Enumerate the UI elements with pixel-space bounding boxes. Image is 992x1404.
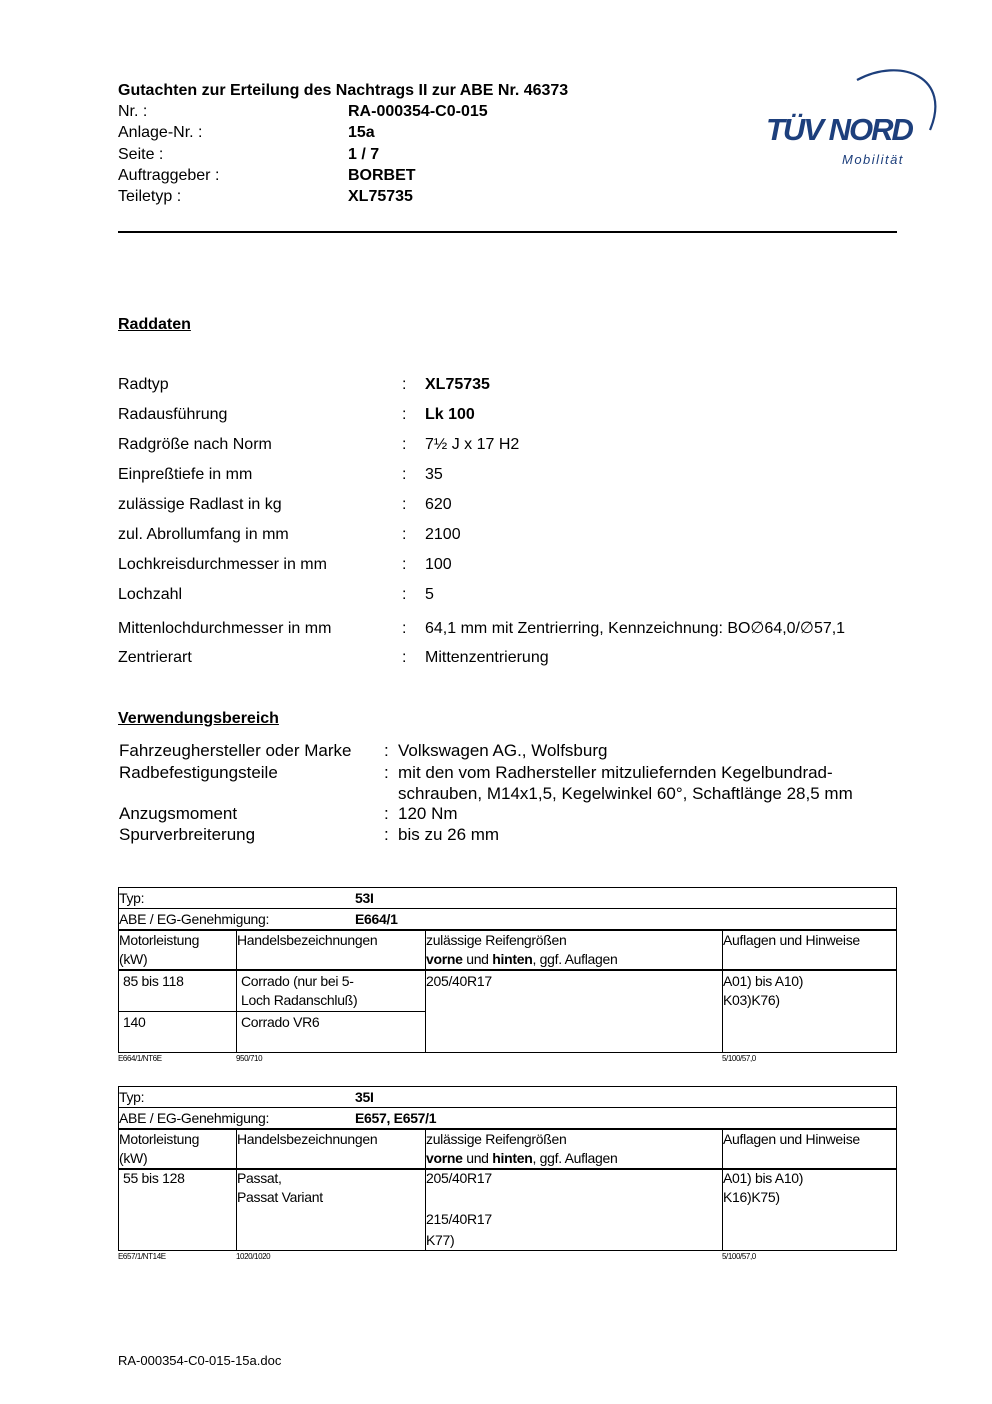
col-header-reifengroessen: zulässige Reifengrößen [426,932,567,948]
verwendung-row [119,824,499,845]
tuev-nord-logo [762,58,942,173]
colon: : [402,649,407,666]
raddaten-row [118,649,549,667]
colon: : [402,586,407,603]
abe-label: ABE / EG-Genehmigung: [119,911,270,927]
colon: : [402,496,407,513]
verwendung-row [119,762,833,783]
raddaten-row [118,436,519,454]
header-row-teiletyp [118,188,413,206]
raddaten-label: Radtyp [118,376,169,393]
verwendung-label: Anzugsmoment [119,804,238,823]
raddaten-row [118,496,452,514]
cell-kw: 55 bis 128 [123,1170,185,1186]
cell-note: K03)K76) [723,992,780,1008]
cell-name: Corrado (nur bei 5- [241,973,354,989]
abe-value: E664/1 [355,911,398,927]
verwendung-value: Volkswagen AG., Wolfsburg [398,741,608,760]
header-value: XL75735 [348,188,413,205]
raddaten-row [118,466,443,484]
raddaten-label: Radausführung [118,406,228,423]
typ-label: Typ: [119,890,145,906]
col-header-reifen-sub [426,950,618,969]
header-row-nr [118,103,488,121]
raddaten-label: Radgröße nach Norm [118,436,272,453]
verwendung-value: 120 Nm [398,804,458,823]
raddaten-label: Zentrierart [118,649,192,666]
raddaten-value: 35 [425,466,443,483]
raddaten-row [118,618,845,638]
verwendung-label: Fahrzeughersteller oder Marke [119,741,352,760]
document-title: Gutachten zur Erteilung des Nachtrags II zur ABE Nr. 46373 [118,82,569,99]
raddaten-value: 100 [425,556,452,573]
text-und: und [462,1150,493,1166]
raddaten-value: 64,1 mm mit Zentrierring, Kennzeichnung: BO∅64,0/∅57,1 [425,620,846,637]
table-footer-code: E657/1/NT14E [118,1252,166,1261]
raddaten-label: Einpreßtiefe in mm [118,466,253,483]
colon: : [402,436,407,453]
header-label: Teiletyp : [118,188,182,205]
header-label: Anlage-Nr. : [118,124,203,141]
bold-vorne: vorne [426,951,463,967]
header-divider [118,231,897,233]
header-value: 15a [348,124,375,141]
col-header-auflagen: Auflagen und Hinweise [723,1131,860,1147]
raddaten-row [118,406,475,424]
raddaten-row [118,526,461,544]
header-label: Seite : [118,146,164,163]
col-header-reifen-sub [426,1149,618,1168]
table-footer-code: 5/100/57,0 [722,1252,756,1261]
vehicle-table-53i [118,887,897,1053]
col-header-auflagen: Auflagen und Hinweise [723,932,860,948]
cell-note: A01) bis A10) [723,1170,804,1186]
raddaten-row [118,556,452,574]
raddaten-label: Lochzahl [118,586,183,603]
typ-value: 53I [355,890,374,906]
raddaten-value: 5 [425,586,434,603]
table-footer-code: 5/100/57,0 [722,1054,756,1063]
text-und: und [462,951,493,967]
raddaten-value: 620 [425,496,452,513]
logo-brand-text: TÜV NORD [766,112,912,147]
header-row-auftraggeber [118,167,416,185]
abe-value: E657, E657/1 [355,1110,437,1126]
verwendung-label: Spurverbreiterung [119,825,256,844]
logo-sub-text: Mobilität [842,152,904,167]
typ-label: Typ: [119,1089,145,1105]
typ-value: 35I [355,1089,374,1105]
col-header-handelsbezeichnungen: Handelsbezeichnungen [237,1131,378,1147]
cell-name: Loch Radanschluß) [241,992,358,1008]
colon: : [384,741,389,760]
colon: : [402,406,407,423]
col-header-motorleistung: Motorleistung [119,932,200,948]
cell-note: K16)K75) [723,1189,780,1205]
verwendung-label: Radbefestigungsteile [119,763,278,782]
bold-hinten: hinten [492,951,533,967]
header-row-seite [118,146,379,164]
raddaten-row [118,376,490,394]
col-header-kw: (kW) [119,1150,148,1166]
document-filename: RA-000354-C0-015-15a.doc [118,1353,282,1368]
colon: : [402,466,407,483]
table-footer-code: 1020/1020 [236,1252,271,1261]
colon: : [384,825,389,844]
colon: : [402,376,407,393]
col-header-reifengroessen: zulässige Reifengrößen [426,1131,567,1147]
raddaten-row [118,586,434,604]
raddaten-value: 2100 [425,526,461,543]
cell-note: A01) bis A10) [723,973,804,989]
verwendung-value-continued: schrauben, M14x1,5, Kegelwinkel 60°, Schaftlänge 28,5 mm [398,784,853,803]
vehicle-table-35i [118,1086,897,1251]
table-footer-code: 950/710 [236,1054,263,1063]
header-label: Auftraggeber : [118,167,220,184]
cell-tire: 205/40R17 [426,1170,492,1186]
colon: : [384,804,389,823]
raddaten-label: zul. Abrollumfang in mm [118,526,289,543]
header-value: RA-000354-C0-015 [348,103,488,120]
colon: : [402,620,407,637]
table-rule [119,1107,896,1108]
table-footer-code: E664/1/NT6E [118,1054,162,1063]
verwendung-row [119,740,607,761]
col-header-motorleistung: Motorleistung [119,1131,200,1147]
bold-vorne: vorne [426,1150,463,1166]
raddaten-value: Mittenzentrierung [425,649,549,666]
text-auflagen: , ggf. Auflagen [532,1150,618,1166]
raddaten-label: zulässige Radlast in kg [118,496,282,513]
verwendung-heading: Verwendungsbereich [118,710,279,727]
col-header-handelsbezeichnungen: Handelsbezeichnungen [237,932,378,948]
raddaten-value: 7½ J x 17 H2 [425,436,520,453]
table-rule [119,1011,425,1012]
verwendung-value: bis zu 26 mm [398,825,500,844]
raddaten-label: Mittenlochdurchmesser in mm [118,620,332,637]
raddaten-value: Lk 100 [425,406,475,423]
col-header-kw: (kW) [119,951,148,967]
header-row-anlage [118,124,375,142]
colon: : [384,763,389,782]
verwendung-value: mit den vom Radhersteller mitzuliefernden Kegelbundrad- [398,763,833,782]
header-value: 1 / 7 [348,146,380,163]
cell-tire: 215/40R17 [426,1211,492,1227]
colon: : [402,556,407,573]
cell-name: Passat, [237,1170,282,1186]
abe-label: ABE / EG-Genehmigung: [119,1110,270,1126]
cell-tire: 205/40R17 [426,973,492,989]
colon: : [402,526,407,543]
cell-name: Corrado VR6 [241,1014,320,1030]
cell-kw: 140 [123,1014,146,1030]
raddaten-value: XL75735 [425,376,490,393]
verwendung-row [119,803,458,824]
text-auflagen: , ggf. Auflagen [532,951,618,967]
header-label: Nr. : [118,103,148,120]
raddaten-label: Lochkreisdurchmesser in mm [118,556,327,573]
raddaten-heading: Raddaten [118,316,191,333]
cell-kw: 85 bis 118 [123,973,184,989]
tuev-nord-logo-graphic [762,58,942,173]
cell-tire-note: K77) [426,1232,455,1248]
bold-hinten: hinten [492,1150,533,1166]
table-rule [119,908,896,909]
cell-name: Passat Variant [237,1189,323,1205]
header-value: BORBET [348,167,416,184]
